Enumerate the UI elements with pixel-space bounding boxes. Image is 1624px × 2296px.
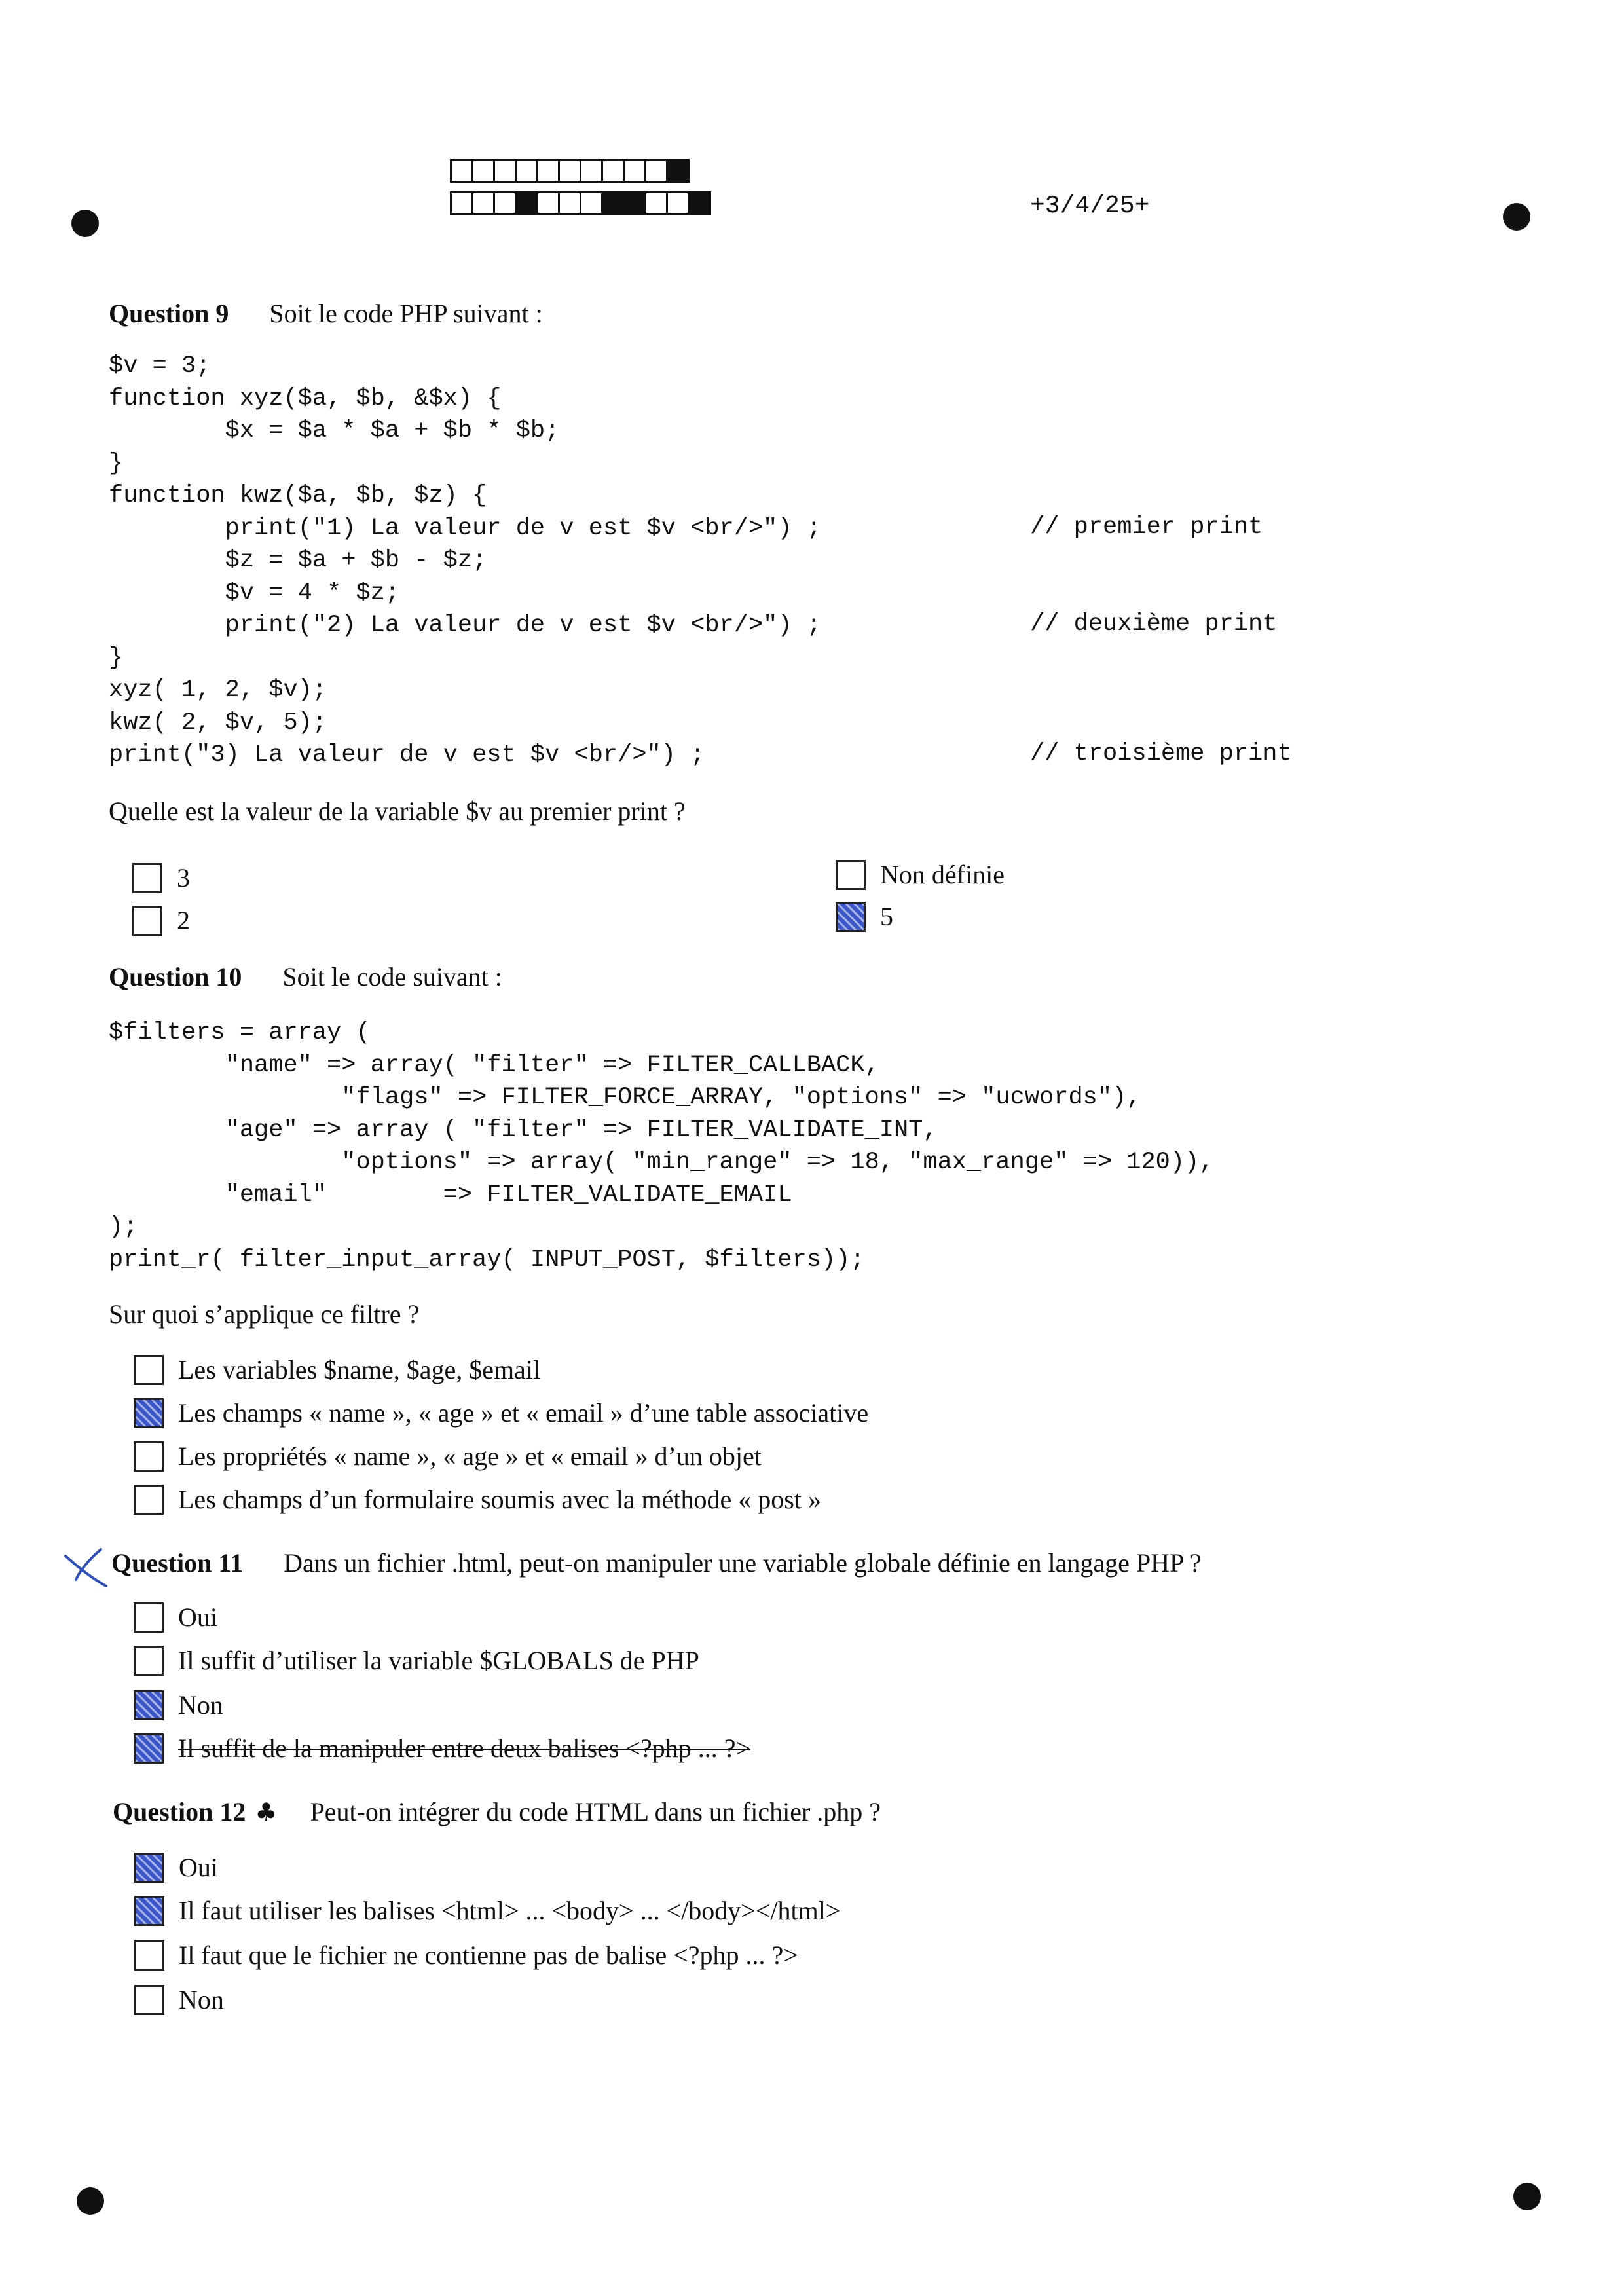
id-grid-cell: [666, 159, 690, 183]
q9-comment-premier: // premier print: [1030, 513, 1263, 541]
q11-option[interactable]: [134, 1733, 750, 1764]
q9-header: [109, 298, 543, 329]
id-grid-cell: [471, 191, 495, 215]
q11-option-label: Non: [178, 1690, 223, 1720]
q10-option[interactable]: [134, 1398, 868, 1428]
q12-stem: Peut-on intégrer du code HTML dans un fichier .php ?: [310, 1797, 881, 1826]
id-grid-cell: [623, 191, 646, 215]
id-grid-cell: [515, 191, 538, 215]
q11-stem: Dans un fichier .html, peut-on manipuler une variable globale définie en langage PHP ?: [284, 1548, 1202, 1578]
q9-checkbox[interactable]: [836, 902, 866, 932]
q9-stem: Soit le code PHP suivant :: [269, 299, 543, 328]
q12-option-label: Non: [179, 1985, 224, 2014]
id-grid-cell: [580, 191, 603, 215]
page-code: +3/4/25+: [1030, 192, 1150, 220]
q10-option[interactable]: [134, 1354, 540, 1385]
q12-checkbox[interactable]: [134, 1985, 164, 2015]
q10-option-label: Les propriétés « name », « age » et « email » d’un objet: [178, 1441, 762, 1471]
id-grid-row-2: [452, 191, 711, 215]
q9-checkbox[interactable]: [132, 863, 162, 893]
q11-option-label: Oui: [178, 1602, 217, 1632]
q10-checkbox[interactable]: [134, 1485, 164, 1515]
id-grid-cell: [623, 159, 646, 183]
registration-mark-bottom-right: [1513, 2183, 1541, 2210]
id-grid-cell: [688, 191, 711, 215]
q10-option[interactable]: [134, 1484, 821, 1515]
q10-option-label: Les champs « name », « age » et « email » d’une table associative: [178, 1398, 869, 1428]
q12-option-label: Il faut que le fichier ne contienne pas de balise <?php ... ?>: [179, 1940, 798, 1970]
q11-option[interactable]: [134, 1645, 699, 1676]
q10-option[interactable]: [134, 1441, 762, 1472]
q9-option-label: 2: [177, 906, 190, 935]
q11-checkbox[interactable]: [134, 1602, 164, 1633]
q10-checkbox[interactable]: [134, 1398, 164, 1428]
q10-checkbox[interactable]: [134, 1355, 164, 1385]
q11-header: [111, 1547, 1202, 1578]
q9-label: Question 9: [109, 299, 229, 328]
id-grid-cell: [450, 191, 473, 215]
q9-option-label: 5: [880, 902, 893, 931]
handwritten-x-mark: [62, 1546, 111, 1591]
q12-header: [113, 1796, 881, 1827]
q12-label: Question 12: [113, 1797, 246, 1826]
q11-option[interactable]: [134, 1690, 223, 1720]
id-grid-row-1: [452, 159, 690, 183]
q9-comment-deuxieme: // deuxième print: [1030, 610, 1278, 638]
id-grid-cell: [601, 159, 625, 183]
q10-header: [109, 961, 502, 992]
q9-option[interactable]: [836, 901, 893, 932]
q9-prompt: Quelle est la valeur de la variable $v au premier print ?: [109, 796, 686, 826]
q9-option-label: 3: [177, 863, 190, 893]
q12-option[interactable]: [134, 1852, 218, 1883]
q9-checkbox[interactable]: [132, 906, 162, 936]
q9-option[interactable]: [132, 862, 190, 893]
id-grid-cell: [644, 191, 668, 215]
q9-checkbox[interactable]: [836, 860, 866, 890]
q10-checkbox[interactable]: [134, 1441, 164, 1472]
q10-code-block: $filters = array ( "name" => array( "filter" => FILTER_CALLBACK, "flags" => FILTER_FORCE_ARRAY, "options" => "ucwords"), "age" => array ( "filter" => FILTER_VALIDATE_INT, "options" => array( "min_range" => 18, "max_range" => 120)), "email" => FILTER_VALIDATE_EMAIL ); print_r( filter_input_array( INPUT_POST, $filters));: [109, 1019, 1214, 1274]
registration-mark-top-right: [1503, 203, 1530, 231]
q11-checkbox[interactable]: [134, 1733, 164, 1764]
q10-prompt: Sur quoi s’applique ce filtre ?: [109, 1299, 420, 1329]
q12-option-label: Il faut utiliser les balises <html> ... <body> ... </body></html>: [179, 1896, 841, 1925]
q11-label: Question 11: [111, 1548, 244, 1578]
q11-option-label-struck: Il suffit de la manipuler entre deux balises <?php ... ?>: [178, 1733, 751, 1763]
id-grid-cell: [601, 191, 625, 215]
club-icon: ♣: [255, 1798, 278, 1826]
q12-option[interactable]: [134, 1895, 840, 1926]
q12-checkbox[interactable]: [134, 1853, 164, 1883]
q9-code-block: $v = 3; function xyz($a, $b, &$x) { $x = $a * $a + $b * $b; } function kwz($a, $b, $z) { print("1) La valeur de v est $v <br/>") ; $z = $a + $b - $z; $v = 4 * $z; print("2) La valeur de v est $v <br/>") ; } xyz( 1, 2, $v); kwz( 2, $v, 5); print("3) La valeur de v est $v <br/>") ;: [109, 352, 821, 769]
id-grid-cell: [493, 191, 517, 215]
q11-checkbox[interactable]: [134, 1646, 164, 1676]
id-grid-cell: [536, 159, 560, 183]
q11-checkbox[interactable]: [134, 1690, 164, 1720]
q11-option-label: Il suffit d’utiliser la variable $GLOBALS de PHP: [178, 1646, 699, 1675]
id-grid-cell: [558, 191, 581, 215]
registration-mark-bottom-left: [77, 2187, 104, 2215]
q12-option-label: Oui: [179, 1853, 218, 1882]
registration-mark-top-left: [71, 210, 99, 237]
q10-label: Question 10: [109, 962, 242, 991]
id-grid-cell: [536, 191, 560, 215]
q10-option-label: Les variables $name, $age, $email: [178, 1355, 541, 1384]
id-grid-cell: [450, 159, 473, 183]
q9-option[interactable]: [836, 859, 1005, 890]
q10-option-label: Les champs d’un formulaire soumis avec la méthode « post »: [178, 1485, 821, 1514]
q12-checkbox[interactable]: [134, 1896, 164, 1926]
q12-checkbox[interactable]: [134, 1940, 164, 1971]
q12-option[interactable]: [134, 1940, 798, 1971]
q11-option[interactable]: [134, 1602, 217, 1633]
id-grid-cell: [493, 159, 517, 183]
q9-comment-troisieme: // troisième print: [1030, 740, 1292, 768]
id-grid-cell: [471, 159, 495, 183]
id-grid-cell: [644, 159, 668, 183]
id-grid-cell: [666, 191, 690, 215]
id-grid-cell: [558, 159, 581, 183]
q10-stem: Soit le code suivant :: [282, 962, 502, 991]
q9-option-label: Non définie: [880, 860, 1005, 889]
id-grid-cell: [580, 159, 603, 183]
id-grid-cell: [515, 159, 538, 183]
q12-option[interactable]: [134, 1984, 224, 2015]
q9-option[interactable]: [132, 905, 190, 936]
